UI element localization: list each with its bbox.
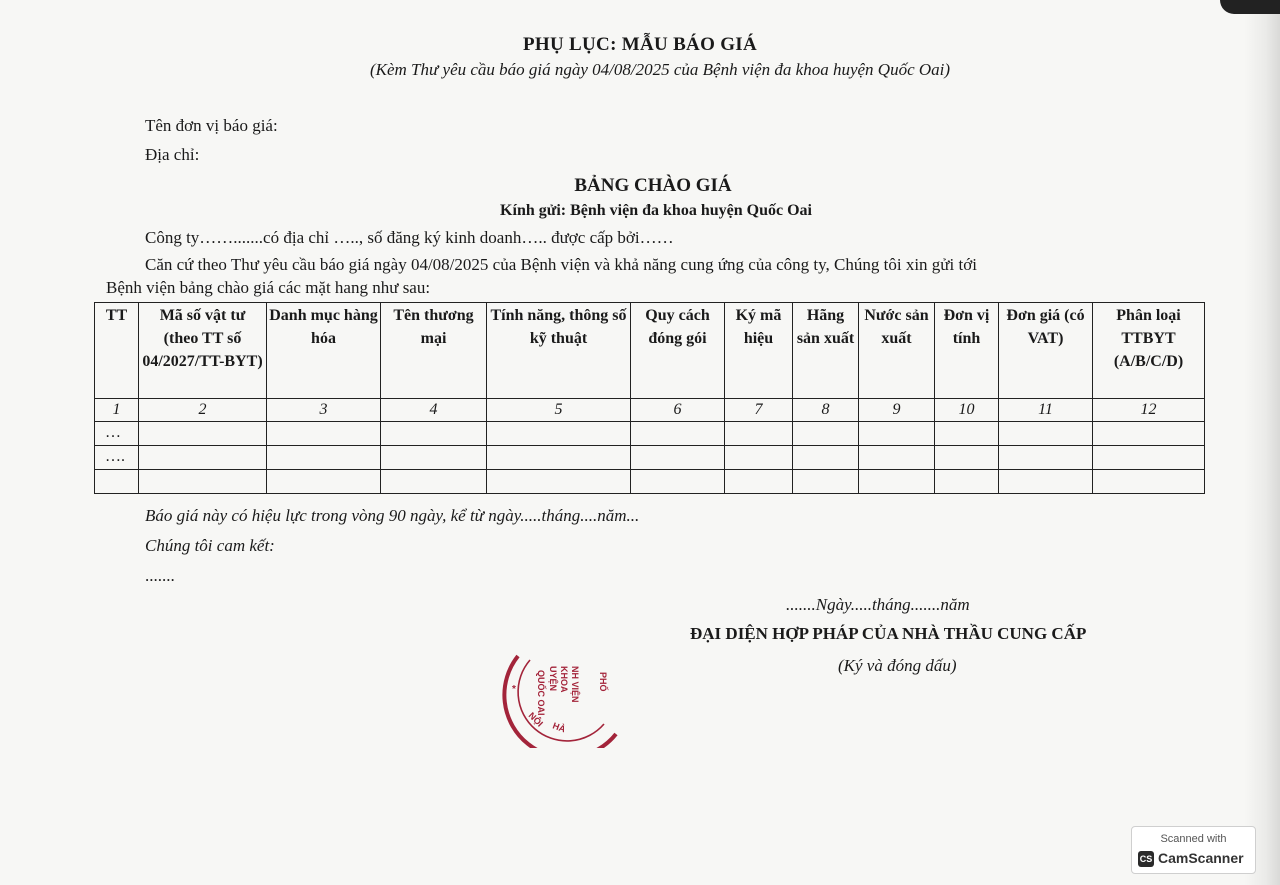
camscanner-name: CamScanner xyxy=(1158,850,1244,866)
table-row xyxy=(95,422,1205,446)
col-header-goods-list: Danh mục hàng hóa xyxy=(267,303,381,399)
table-cell xyxy=(859,470,935,494)
validity-line: Báo giá này có hiệu lực trong vòng 90 ngày, kể từ ngày.....tháng....năm... xyxy=(145,506,640,525)
table-cell xyxy=(935,422,999,446)
table-cell xyxy=(267,446,381,470)
svg-text:UYỆN: UYỆN xyxy=(548,666,558,692)
table-cell xyxy=(725,446,793,470)
col-num: 10 xyxy=(935,399,999,422)
svg-text:KHOA: KHOA xyxy=(559,666,569,693)
appendix-subtitle: (Kèm Thư yêu cầu báo giá ngày 04/08/2025 của Bệnh viện đa khoa huyện Quốc Oai) xyxy=(369,60,951,79)
col-num: 7 xyxy=(725,399,793,422)
svg-text:NH VIỆN: NH VIỆN xyxy=(570,666,580,703)
table-cell xyxy=(631,446,725,470)
appendix-title: PHỤ LỤC: MẪU BÁO GIÁ xyxy=(523,34,757,55)
col-num: 4 xyxy=(381,399,487,422)
svg-text:NỘI: NỘI xyxy=(526,710,545,729)
col-header-tt: TT xyxy=(95,303,139,399)
signer-title: ĐẠI DIỆN HỢP PHÁP CỦA NHÀ THẦU CUNG CẤP xyxy=(690,624,1087,643)
camscanner-badge xyxy=(1131,826,1256,874)
scanned-with-label: Scanned with xyxy=(1160,833,1227,845)
table-cell xyxy=(487,446,631,470)
table-cell xyxy=(139,470,267,494)
table-cell xyxy=(793,470,859,494)
table-row xyxy=(95,470,1205,494)
table-cell xyxy=(381,422,487,446)
col-header-manufacturer: Hãng sản xuất xyxy=(793,303,859,399)
table-header-row xyxy=(95,303,1205,399)
svg-text:*: * xyxy=(512,684,516,695)
table-cell xyxy=(1093,470,1205,494)
row-marker: …. xyxy=(95,446,139,470)
col-num: 11 xyxy=(999,399,1093,422)
col-num: 2 xyxy=(139,399,267,422)
column-number-row xyxy=(95,399,1205,422)
svg-text:PHỐ: PHỐ xyxy=(598,672,608,692)
table-cell xyxy=(999,422,1093,446)
col-num: 9 xyxy=(859,399,935,422)
row-marker: … xyxy=(95,422,139,446)
table-cell xyxy=(859,422,935,446)
col-header-trade-name: Tên thương mại xyxy=(381,303,487,399)
col-header-model: Ký mã hiệu xyxy=(725,303,793,399)
table-cell xyxy=(1093,446,1205,470)
table-cell xyxy=(935,470,999,494)
scan-corner xyxy=(1220,0,1280,14)
table-cell xyxy=(1093,422,1205,446)
table-cell xyxy=(487,470,631,494)
table-cell xyxy=(487,422,631,446)
table-cell xyxy=(935,446,999,470)
col-num: 3 xyxy=(267,399,381,422)
col-num: 5 xyxy=(487,399,631,422)
table-cell xyxy=(793,446,859,470)
unit-name-field: Tên đơn vị báo giá: xyxy=(145,116,278,135)
table-cell xyxy=(139,422,267,446)
table-cell xyxy=(267,470,381,494)
table-cell xyxy=(139,446,267,470)
commitment-line: Chúng tôi cam kết: xyxy=(145,536,275,555)
col-header-unit: Đơn vị tính xyxy=(935,303,999,399)
date-line: .......Ngày.....tháng.......năm xyxy=(786,595,970,614)
table-cell xyxy=(631,422,725,446)
col-num: 1 xyxy=(95,399,139,422)
table-cell xyxy=(859,446,935,470)
address-field: Địa chỉ: xyxy=(145,145,200,164)
svg-text:HÀ: HÀ xyxy=(551,720,567,735)
col-num: 12 xyxy=(1093,399,1205,422)
col-header-classification: Phân loại TTBYT (A/B/C/D) xyxy=(1093,303,1205,399)
col-header-country: Nước sản xuất xyxy=(859,303,935,399)
table-cell xyxy=(999,470,1093,494)
table-cell xyxy=(725,470,793,494)
table-row xyxy=(95,446,1205,470)
svg-text:QUỐC OAI: QUỐC OAI xyxy=(536,670,546,716)
sign-note: (Ký và đóng dấu) xyxy=(838,656,957,675)
red-seal-stamp-icon xyxy=(500,652,632,748)
table-cell xyxy=(267,422,381,446)
row-marker xyxy=(95,470,139,494)
camscanner-icon: CS xyxy=(1138,851,1154,867)
col-num: 8 xyxy=(793,399,859,422)
page-edge-shadow xyxy=(1244,0,1280,885)
basis-line-2: Bệnh viện bảng chào giá các mặt hang như sau: xyxy=(106,278,431,297)
col-header-price: Đơn giá (có VAT) xyxy=(999,303,1093,399)
table-cell xyxy=(381,470,487,494)
table-cell xyxy=(381,446,487,470)
col-header-packaging: Quy cách đóng gói xyxy=(631,303,725,399)
commitment-dots: ....... xyxy=(145,566,175,585)
table-cell xyxy=(725,422,793,446)
table-cell xyxy=(999,446,1093,470)
basis-line-1: Căn cứ theo Thư yêu cầu báo giá ngày 04/08/2025 của Bệnh viện và khả năng cung ứng của công ty, Chúng tôi xin gửi tới xyxy=(145,255,977,274)
company-line: Công ty…….......có địa chỉ ….., số đăng ký kinh doanh….. được cấp bởi…… xyxy=(145,228,674,247)
table-cell xyxy=(631,470,725,494)
table-cell xyxy=(793,422,859,446)
quote-table xyxy=(94,302,1205,494)
recipient-line: Kính gửi: Bệnh viện đa khoa huyện Quốc Oai xyxy=(500,202,812,219)
form-title: BẢNG CHÀO GIÁ xyxy=(574,175,732,196)
col-header-specs: Tính năng, thông số kỹ thuật xyxy=(487,303,631,399)
col-header-material-code: Mã số vật tư (theo TT số 04/2027/TT-BYT) xyxy=(139,303,267,399)
col-num: 6 xyxy=(631,399,725,422)
